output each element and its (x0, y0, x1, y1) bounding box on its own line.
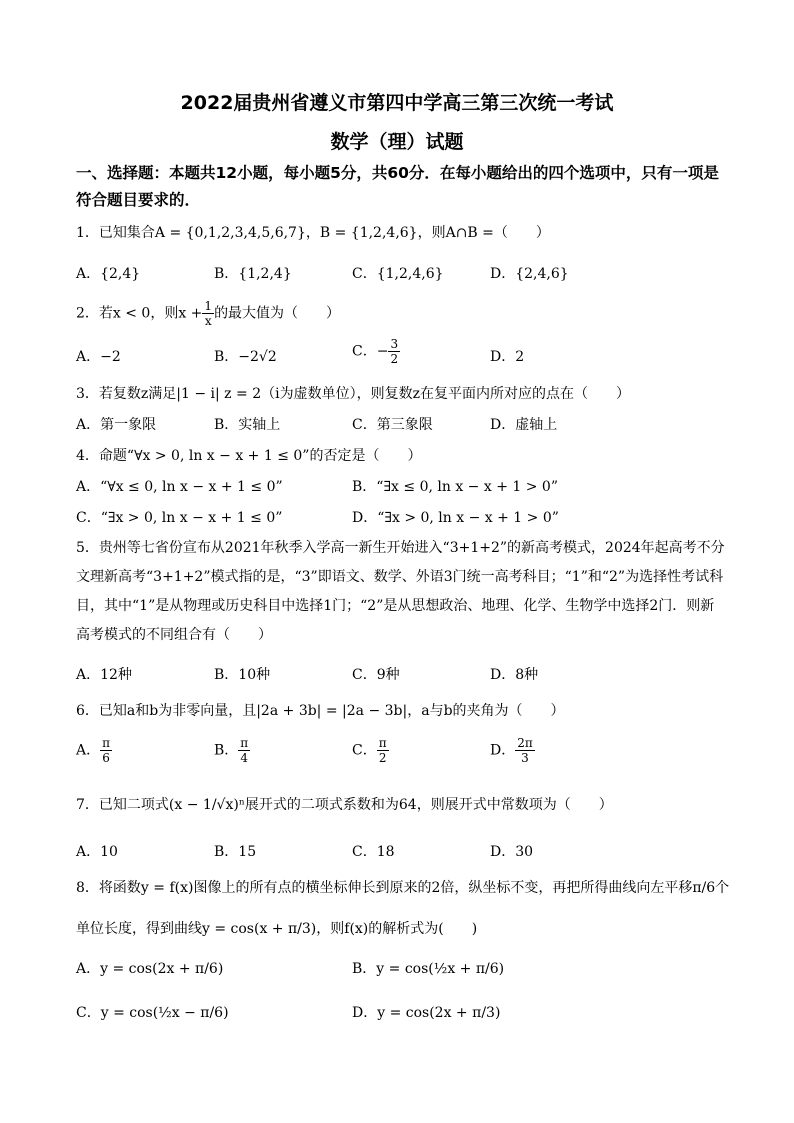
q6-option-b-num: π (240, 736, 249, 750)
q2-option-c (352, 338, 400, 365)
q6-option-a-den: 6 (102, 751, 110, 765)
q6-option-c-fraction (377, 737, 389, 764)
q3-option-b: B．实轴上 (214, 417, 281, 433)
q2-option-c-num: 3 (390, 337, 399, 351)
q5-option-d: D．8种 (490, 667, 539, 683)
q6-option-d-num: 2π (517, 736, 533, 750)
q7-stem-post: 展开式的二项式系数和为64，则展开式中常数项为（ ） (244, 797, 613, 813)
q6-option-d-den: 3 (521, 751, 529, 765)
q4-option-d: D．“∃x > 0, ln x − x + 1 > 0” (352, 510, 559, 526)
q8-stem-line2: 单位长度，得到曲线y = cos(x + π/3)，则f(x)的解析式为( ) (76, 921, 478, 937)
q1-option-a: A．{2,4} (76, 266, 141, 282)
q6-option-c-den: 2 (378, 751, 387, 765)
q4-stem: 4．命题“∀x > 0, ln x − x + 1 ≤ 0”的否定是（ ） (76, 448, 422, 464)
q6-option-d (490, 737, 535, 764)
q6-option-c-label: C． (352, 742, 377, 759)
q5-option-b: B．10种 (214, 667, 271, 683)
q7-option-d: D．30 (490, 844, 534, 860)
q6-option-c-num: π (378, 736, 387, 750)
q3-option-c: C．第三象限 (352, 417, 433, 433)
q2-stem (76, 300, 340, 327)
q2-option-d: D．2 (490, 349, 525, 365)
q7-stem (76, 794, 613, 814)
q8-option-c: C．y = cos(½x − π/6) (76, 1005, 229, 1021)
q7-option-a: A．10 (76, 844, 118, 860)
q6-option-a-num: π (102, 736, 111, 750)
q2-stem-post: 的最大值为（ ） (214, 305, 341, 322)
q3-option-a: A．第一象限 (76, 417, 157, 433)
q8-option-b: B．y = cos(½x + π/6) (352, 961, 505, 977)
q2-fraction (202, 300, 214, 327)
q8-stem-line1: 8．将函数y = f(x)图像上的所有点的横坐标伸长到原来的2倍，纵坐标不变，再把所得曲线向左平移π/6个 (76, 880, 730, 896)
q2-frac-num: 1 (204, 299, 213, 313)
exam-subtitle: 数学（理）试题 (330, 131, 464, 153)
q4-option-c: C．“∃x > 0, ln x − x + 1 ≤ 0” (76, 510, 283, 526)
q2-option-a: A．−2 (76, 349, 121, 365)
q4-option-b: B．“∃x ≤ 0, ln x − x + 1 > 0” (352, 479, 558, 495)
q6-option-a (76, 737, 112, 764)
q5-option-a: A．12种 (76, 667, 132, 683)
q7-binomial-expression: (x − 1/√x)ⁿ (168, 797, 245, 813)
q6-option-a-label: A． (76, 742, 101, 759)
q1-stem: 1．已知集合A = {0,1,2,3,4,5,6,7}，B = {1,2,4,6}，则A∩B =（ ） (76, 225, 550, 241)
q6-option-b (214, 737, 250, 764)
q6-option-b-den: 4 (240, 751, 249, 765)
q6-option-b-fraction (238, 737, 250, 764)
exam-title: 2022届贵州省遵义市第四中学高三第三次统一考试 (180, 92, 614, 114)
q8-option-d: D．y = cos(2x + π/3) (352, 1005, 501, 1021)
q6-option-b-label: B． (214, 742, 239, 759)
q2-option-b: B．−2√2 (214, 349, 277, 365)
q6-stem: 6．已知a和b为非零向量，且|2a + 3b| = |2a − 3b|，a与b的夹角为（ ） (76, 703, 565, 719)
q1-option-b: B．{1,2,4} (214, 266, 292, 282)
q1-option-d: D．{2,4,6} (490, 266, 569, 282)
q8-option-a: A．y = cos(2x + π/6) (76, 961, 224, 977)
q6-option-d-fraction (515, 737, 535, 764)
q4-option-a: A．“∀x ≤ 0, ln x − x + 1 ≤ 0” (76, 479, 283, 495)
q3-stem: 3．若复数z满足|1 − i| z = 2（i为虚数单位），则复数z在复平面内所对应的点在（ ） (76, 386, 630, 402)
q7-stem-pre: 7．已知二项式 (76, 797, 169, 813)
q6-option-c (352, 737, 389, 764)
q2-stem-pre: 2．若x < 0，则x + (76, 305, 203, 322)
section-heading: 一、选择题：本题共12小题，每小题5分，共60分．在每小题给出的四个选项中，只有一项是符合题目要求的． (76, 164, 719, 209)
q2-frac-den: x (204, 314, 212, 328)
q1-option-c: C．{1,2,4,6} (352, 266, 444, 282)
q5-option-c: C．9种 (352, 667, 400, 683)
q6-option-d-label: D． (490, 742, 516, 759)
q6-option-a-fraction (100, 737, 112, 764)
q2-option-c-label: C．− (352, 343, 389, 360)
q5-stem: 5．贵州等七省份宣布从2021年秋季入学高一新生开始进入“3+1+2”的新高考模式，2024年起高考不分文理新高考“3+1+2”模式指的是，“3”即语文、数学、外语3门统一高考科目；“1”和“2”为选择性考试科目，其中“1”是从物理或历史科目中选择1门；“2”是从思想政治、地理、化学、生物学中选择2门．则新高考模式的不同组合有（ ） (76, 540, 725, 643)
q7-option-c: C．18 (352, 844, 395, 860)
q2-option-c-fraction (388, 338, 400, 365)
q2-option-c-den: 2 (390, 352, 399, 366)
q3-option-d: D．虚轴上 (490, 417, 558, 433)
q7-option-b: B．15 (214, 844, 257, 860)
